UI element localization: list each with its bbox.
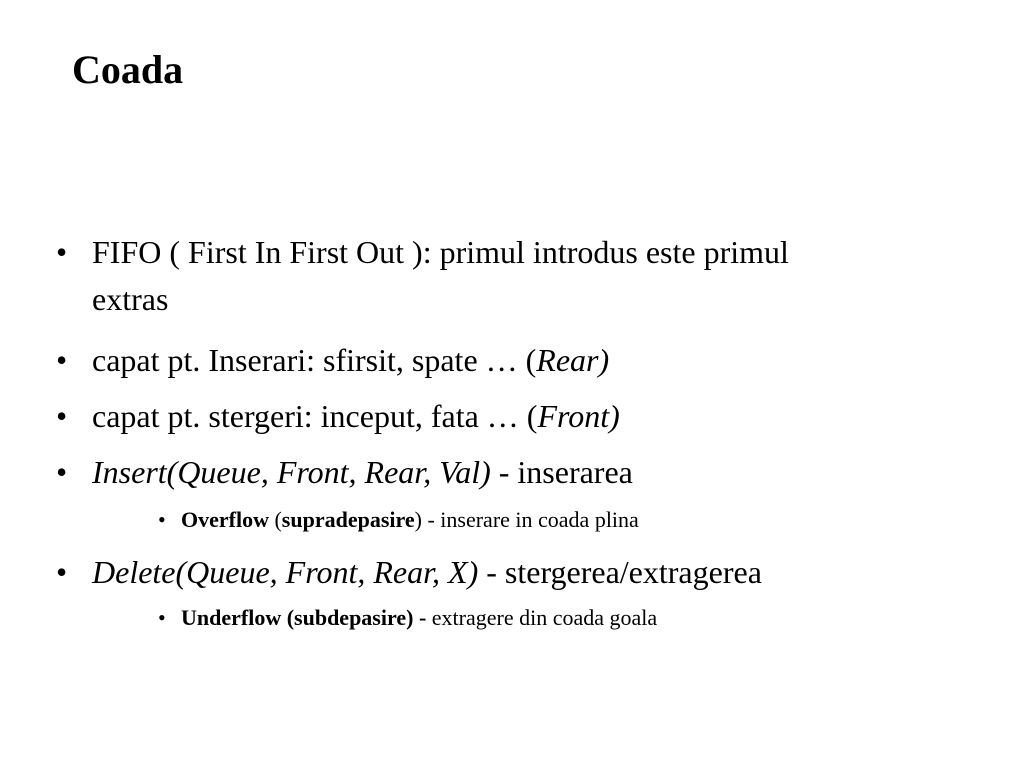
bullet-icon: • — [56, 454, 68, 490]
bullet-icon: • — [56, 234, 68, 270]
delete-signature: Delete(Queue, Front, Rear, X) — [92, 554, 479, 590]
delete-description: - stergerea/extragerea — [478, 554, 762, 590]
bullet-icon: • — [56, 554, 68, 590]
list-item-text — [92, 449, 972, 496]
bullet-icon: • — [158, 605, 166, 630]
list-item-text — [92, 229, 972, 323]
bullet-icon: • — [56, 398, 68, 434]
bullet-icon: • — [158, 507, 166, 532]
insert-signature: Insert(Queue, Front, Rear, Val) — [92, 454, 491, 490]
delete-end-text: capat pt. stergeri: inceput, fata … ( — [92, 398, 538, 434]
rear-term: Rear) — [536, 342, 610, 378]
sub-list-item-text — [181, 506, 981, 534]
slide-title: Coada — [72, 47, 184, 92]
fifo-line-2: extras — [92, 281, 169, 317]
overflow-term: Overflow — [181, 507, 269, 532]
underflow-term: Underflow (subdepasire) - — [181, 605, 427, 630]
list-item-text — [92, 549, 972, 596]
insert-end-text: capat pt. Inserari: sfirsit, spate … ( — [92, 342, 537, 378]
supradepasire-term: supradepasire — [281, 507, 415, 532]
list-item-text — [92, 337, 972, 384]
underflow-description: extragere din coada goala — [426, 605, 658, 630]
list-item-text — [92, 393, 972, 440]
fifo-line-1: FIFO ( First In First Out ): primul introdus este primul — [92, 234, 789, 270]
insert-description: - inserarea — [490, 454, 633, 490]
overflow-paren-open: ( — [268, 507, 282, 532]
front-term: Front) — [537, 398, 620, 434]
overflow-description: ) - inserare in coada plina — [414, 507, 639, 532]
sub-list-item-text — [181, 604, 981, 632]
bullet-icon: • — [56, 342, 68, 378]
